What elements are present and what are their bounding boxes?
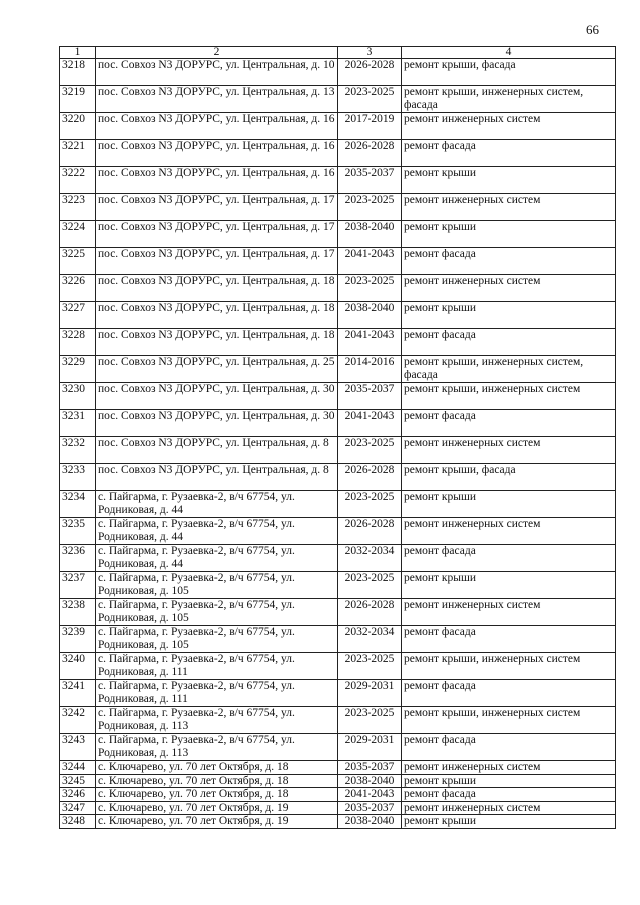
period-cell: 2038-2040	[338, 774, 402, 788]
work-type-cell: ремонт инженерных систем	[402, 194, 616, 221]
table-row	[60, 815, 616, 829]
table-row	[60, 113, 616, 140]
address-cell: с. Ключарево, ул. 70 лет Октября, д. 18	[96, 774, 338, 788]
work-type-cell: ремонт крыши	[402, 302, 616, 329]
period-cell: 2035-2037	[338, 383, 402, 410]
address-cell: пос. Совхоз N3 ДОРУРС, ул. Центральная, д. 30	[96, 383, 338, 410]
table-row	[60, 248, 616, 275]
table-row	[60, 491, 616, 518]
row-number: 3240	[60, 653, 96, 680]
work-type-cell: ремонт фасада	[402, 626, 616, 653]
table-row	[60, 761, 616, 775]
work-type-cell: ремонт фасада	[402, 788, 616, 802]
row-number: 3222	[60, 167, 96, 194]
row-number: 3229	[60, 356, 96, 383]
address-cell: с. Пайгарма, г. Рузаевка-2, в/ч 67754, ул. Родниковая, д. 44	[96, 491, 338, 518]
address-cell: пос. Совхоз N3 ДОРУРС, ул. Центральная, д. 8	[96, 464, 338, 491]
work-type-cell: ремонт крыши, фасада	[402, 59, 616, 86]
header-row	[60, 47, 616, 59]
row-number: 3239	[60, 626, 96, 653]
period-cell: 2023-2025	[338, 194, 402, 221]
period-cell: 2041-2043	[338, 788, 402, 802]
row-number: 3234	[60, 491, 96, 518]
table-row	[60, 302, 616, 329]
row-number: 3218	[60, 59, 96, 86]
row-number: 3235	[60, 518, 96, 545]
work-type-cell: ремонт фасада	[402, 680, 616, 707]
table-row	[60, 734, 616, 761]
row-number: 3221	[60, 140, 96, 167]
period-cell: 2029-2031	[338, 734, 402, 761]
row-number: 3244	[60, 761, 96, 775]
header-cell-2: 2	[96, 47, 338, 59]
repair-schedule-table	[59, 46, 616, 829]
address-cell: с. Пайгарма, г. Рузаевка-2, в/ч 67754, ул. Родниковая, д. 105	[96, 599, 338, 626]
row-number: 3232	[60, 437, 96, 464]
work-type-cell: ремонт крыши	[402, 491, 616, 518]
period-cell: 2026-2028	[338, 140, 402, 167]
period-cell: 2035-2037	[338, 167, 402, 194]
row-number: 3228	[60, 329, 96, 356]
address-cell: с. Пайгарма, г. Рузаевка-2, в/ч 67754, ул. Родниковая, д. 105	[96, 572, 338, 599]
address-cell: с. Ключарево, ул. 70 лет Октября, д. 19	[96, 801, 338, 815]
page-number: 66	[586, 22, 599, 37]
work-type-cell: ремонт крыши, инженерных систем	[402, 653, 616, 680]
period-cell: 2023-2025	[338, 437, 402, 464]
address-cell: с. Пайгарма, г. Рузаевка-2, в/ч 67754, ул. Родниковая, д. 113	[96, 734, 338, 761]
row-number: 3225	[60, 248, 96, 275]
work-type-cell: ремонт крыши, инженерных систем	[402, 707, 616, 734]
address-cell: с. Пайгарма, г. Рузаевка-2, в/ч 67754, ул. Родниковая, д. 113	[96, 707, 338, 734]
address-cell: пос. Совхоз N3 ДОРУРС, ул. Центральная, д. 16	[96, 140, 338, 167]
table-row	[60, 275, 616, 302]
period-cell: 2017-2019	[338, 113, 402, 140]
row-number: 3231	[60, 410, 96, 437]
work-type-cell: ремонт инженерных систем	[402, 437, 616, 464]
address-cell: пос. Совхоз N3 ДОРУРС, ул. Центральная, д. 16	[96, 167, 338, 194]
table-row	[60, 437, 616, 464]
work-type-cell: ремонт крыши	[402, 572, 616, 599]
period-cell: 2041-2043	[338, 329, 402, 356]
address-cell: пос. Совхоз N3 ДОРУРС, ул. Центральная, д. 25	[96, 356, 338, 383]
table-row	[60, 464, 616, 491]
address-cell: пос. Совхоз N3 ДОРУРС, ул. Центральная, д. 17	[96, 221, 338, 248]
period-cell: 2023-2025	[338, 86, 402, 113]
table-row	[60, 572, 616, 599]
address-cell: пос. Совхоз N3 ДОРУРС, ул. Центральная, д. 13	[96, 86, 338, 113]
address-cell: пос. Совхоз N3 ДОРУРС, ул. Центральная, д. 16	[96, 113, 338, 140]
row-number: 3246	[60, 788, 96, 802]
period-cell: 2023-2025	[338, 491, 402, 518]
period-cell: 2041-2043	[338, 248, 402, 275]
period-cell: 2026-2028	[338, 599, 402, 626]
address-cell: с. Пайгарма, г. Рузаевка-2, в/ч 67754, ул. Родниковая, д. 44	[96, 545, 338, 572]
row-number: 3241	[60, 680, 96, 707]
address-cell: пос. Совхоз N3 ДОРУРС, ул. Центральная, д. 18	[96, 329, 338, 356]
table-body	[60, 47, 616, 829]
period-cell: 2026-2028	[338, 464, 402, 491]
work-type-cell: ремонт инженерных систем	[402, 599, 616, 626]
address-cell: с. Пайгарма, г. Рузаевка-2, в/ч 67754, ул. Родниковая, д. 111	[96, 680, 338, 707]
period-cell: 2038-2040	[338, 302, 402, 329]
period-cell: 2029-2031	[338, 680, 402, 707]
work-type-cell: ремонт инженерных систем	[402, 761, 616, 775]
address-cell: пос. Совхоз N3 ДОРУРС, ул. Центральная, д. 18	[96, 275, 338, 302]
address-cell: пос. Совхоз N3 ДОРУРС, ул. Центральная, д. 18	[96, 302, 338, 329]
header-cell-4: 4	[402, 47, 616, 59]
period-cell: 2035-2037	[338, 761, 402, 775]
address-cell: с. Ключарево, ул. 70 лет Октября, д. 19	[96, 815, 338, 829]
work-type-cell: ремонт крыши, инженерных систем	[402, 383, 616, 410]
period-cell: 2041-2043	[338, 410, 402, 437]
row-number: 3226	[60, 275, 96, 302]
work-type-cell: ремонт фасада	[402, 734, 616, 761]
table-row	[60, 626, 616, 653]
work-type-cell: ремонт инженерных систем	[402, 801, 616, 815]
work-type-cell: ремонт фасада	[402, 248, 616, 275]
address-cell: с. Ключарево, ул. 70 лет Октября, д. 18	[96, 761, 338, 775]
period-cell: 2038-2040	[338, 815, 402, 829]
work-type-cell: ремонт крыши, инженерных систем, фасада	[402, 356, 616, 383]
period-cell: 2035-2037	[338, 801, 402, 815]
address-cell: пос. Совхоз N3 ДОРУРС, ул. Центральная, д. 17	[96, 194, 338, 221]
period-cell: 2032-2034	[338, 626, 402, 653]
table-row	[60, 653, 616, 680]
address-cell: с. Пайгарма, г. Рузаевка-2, в/ч 67754, ул. Родниковая, д. 44	[96, 518, 338, 545]
period-cell: 2026-2028	[338, 59, 402, 86]
address-cell: пос. Совхоз N3 ДОРУРС, ул. Центральная, д. 30	[96, 410, 338, 437]
table-row	[60, 410, 616, 437]
table-row	[60, 788, 616, 802]
address-cell: пос. Совхоз N3 ДОРУРС, ул. Центральная, д. 8	[96, 437, 338, 464]
work-type-cell: ремонт фасада	[402, 329, 616, 356]
row-number: 3223	[60, 194, 96, 221]
row-number: 3243	[60, 734, 96, 761]
work-type-cell: ремонт крыши, фасада	[402, 464, 616, 491]
period-cell: 2023-2025	[338, 275, 402, 302]
table-row	[60, 221, 616, 248]
period-cell: 2014-2016	[338, 356, 402, 383]
work-type-cell: ремонт крыши	[402, 221, 616, 248]
table-row	[60, 329, 616, 356]
header-cell-1: 1	[60, 47, 96, 59]
table-row	[60, 518, 616, 545]
table-row	[60, 774, 616, 788]
table-row	[60, 167, 616, 194]
row-number: 3238	[60, 599, 96, 626]
address-cell: пос. Совхоз N3 ДОРУРС, ул. Центральная, д. 10	[96, 59, 338, 86]
address-cell: с. Пайгарма, г. Рузаевка-2, в/ч 67754, ул. Родниковая, д. 105	[96, 626, 338, 653]
row-number: 3230	[60, 383, 96, 410]
row-number: 3242	[60, 707, 96, 734]
period-cell: 2026-2028	[338, 518, 402, 545]
row-number: 3219	[60, 86, 96, 113]
table-row	[60, 194, 616, 221]
work-type-cell: ремонт фасада	[402, 140, 616, 167]
row-number: 3247	[60, 801, 96, 815]
period-cell: 2023-2025	[338, 653, 402, 680]
address-cell: с. Пайгарма, г. Рузаевка-2, в/ч 67754, ул. Родниковая, д. 111	[96, 653, 338, 680]
row-number: 3245	[60, 774, 96, 788]
period-cell: 2038-2040	[338, 221, 402, 248]
work-type-cell: ремонт инженерных систем	[402, 113, 616, 140]
work-type-cell: ремонт фасада	[402, 545, 616, 572]
period-cell: 2032-2034	[338, 545, 402, 572]
period-cell: 2023-2025	[338, 707, 402, 734]
row-number: 3237	[60, 572, 96, 599]
table-row	[60, 801, 616, 815]
work-type-cell: ремонт крыши	[402, 167, 616, 194]
row-number: 3233	[60, 464, 96, 491]
row-number: 3248	[60, 815, 96, 829]
table-row	[60, 356, 616, 383]
row-number: 3236	[60, 545, 96, 572]
address-cell: пос. Совхоз N3 ДОРУРС, ул. Центральная, д. 17	[96, 248, 338, 275]
work-type-cell: ремонт инженерных систем	[402, 518, 616, 545]
row-number: 3224	[60, 221, 96, 248]
period-cell: 2023-2025	[338, 572, 402, 599]
header-cell-3: 3	[338, 47, 402, 59]
table-row	[60, 59, 616, 86]
work-type-cell: ремонт фасада	[402, 410, 616, 437]
address-cell: с. Ключарево, ул. 70 лет Октября, д. 18	[96, 788, 338, 802]
table-row	[60, 545, 616, 572]
work-type-cell: ремонт инженерных систем	[402, 275, 616, 302]
row-number: 3220	[60, 113, 96, 140]
table-row	[60, 383, 616, 410]
table-row	[60, 140, 616, 167]
work-type-cell: ремонт крыши, инженерных систем, фасада	[402, 86, 616, 113]
table-row	[60, 86, 616, 113]
row-number: 3227	[60, 302, 96, 329]
table-row	[60, 680, 616, 707]
table-row	[60, 599, 616, 626]
table-row	[60, 707, 616, 734]
work-type-cell: ремонт крыши	[402, 815, 616, 829]
work-type-cell: ремонт крыши	[402, 774, 616, 788]
